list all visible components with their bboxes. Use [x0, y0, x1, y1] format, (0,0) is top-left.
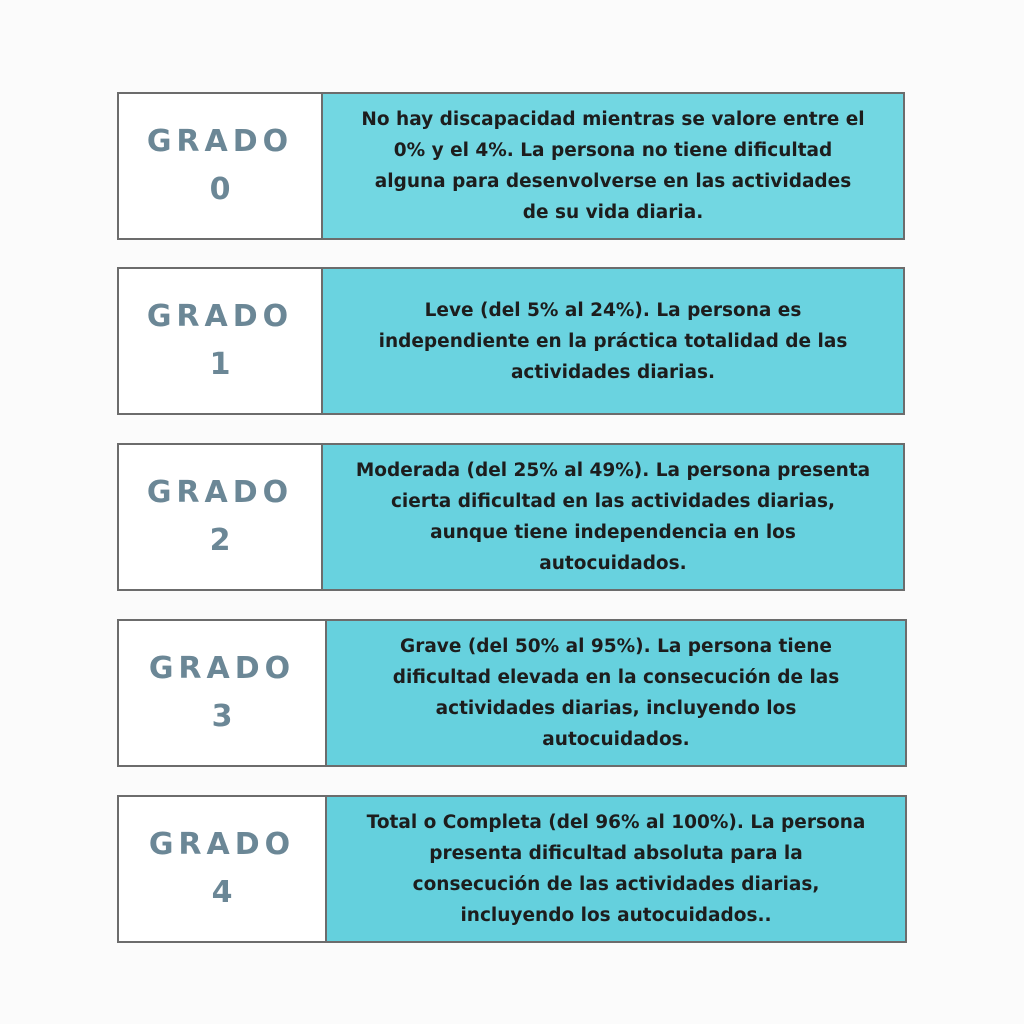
grade-4-number: 4: [211, 875, 233, 910]
grade-1-number: 1: [209, 347, 231, 382]
grade-4-description-line: consecución de las actividades diarias,: [412, 874, 820, 895]
grade-3-description-line: actividades diarias, incluyendo los: [435, 698, 797, 719]
grade-4-word: GRADO: [148, 827, 296, 862]
grade-3-number: 3: [211, 699, 233, 734]
grade-2-description-line: cierta dificultad en las actividades diarias,: [390, 491, 835, 512]
grade-4-description: [327, 797, 905, 941]
grade-3-card: [117, 619, 907, 767]
grade-4-card: [117, 795, 907, 943]
grade-2-number: 2: [209, 523, 231, 558]
grade-0-description-line: No hay discapacidad mientras se valore entre el: [361, 109, 865, 130]
grade-1-description-line: independiente en la práctica totalidad de las: [378, 330, 848, 352]
grade-2-card: [117, 443, 905, 591]
grade-2-description: [323, 445, 903, 589]
grade-0-description-line: 0% y el 4%. La persona no tiene dificultad: [393, 140, 833, 161]
grade-1-label: [119, 269, 323, 413]
grade-3-label: [119, 621, 327, 765]
grade-4-description-line: incluyendo los autocuidados..: [460, 905, 772, 926]
grade-1-card: [117, 267, 905, 415]
grade-2-word: GRADO: [146, 475, 294, 510]
grade-2-description-line: aunque tiene independencia en los: [430, 522, 796, 543]
grade-0-description: [323, 94, 903, 238]
grade-0-card: [117, 92, 905, 240]
grade-3-word: GRADO: [148, 651, 296, 686]
grade-3-description-line: dificultad elevada en la consecución de las: [392, 667, 840, 688]
grade-3-description-line: autocuidados.: [542, 729, 690, 750]
grade-1-description-line: Leve (del 5% al 24%). La persona es: [424, 299, 802, 321]
grade-3-description-line: Grave (del 50% al 95%). La persona tiene: [400, 636, 832, 657]
grade-0-label: [119, 94, 323, 238]
grade-1-description: [323, 269, 903, 413]
grade-0-word: GRADO: [146, 124, 294, 159]
grade-0-description-line: alguna para desenvolverse en las actividades: [374, 171, 852, 192]
grade-2-label: [119, 445, 323, 589]
grade-4-description-line: presenta dificultad absoluta para la: [429, 843, 803, 864]
grade-4-description-line: Total o Completa (del 96% al 100%). La persona: [366, 812, 866, 833]
grade-2-description-line: Moderada (del 25% al 49%). La persona presenta: [355, 460, 871, 481]
grade-3-description: [327, 621, 905, 765]
grade-0-number: 0: [209, 172, 231, 207]
grade-4-label: [119, 797, 327, 941]
grade-0-description-line: de su vida diaria.: [522, 202, 704, 223]
grade-1-word: GRADO: [146, 299, 294, 334]
grade-2-description-line: autocuidados.: [539, 553, 687, 574]
grade-1-description-line: actividades diarias.: [510, 361, 716, 383]
